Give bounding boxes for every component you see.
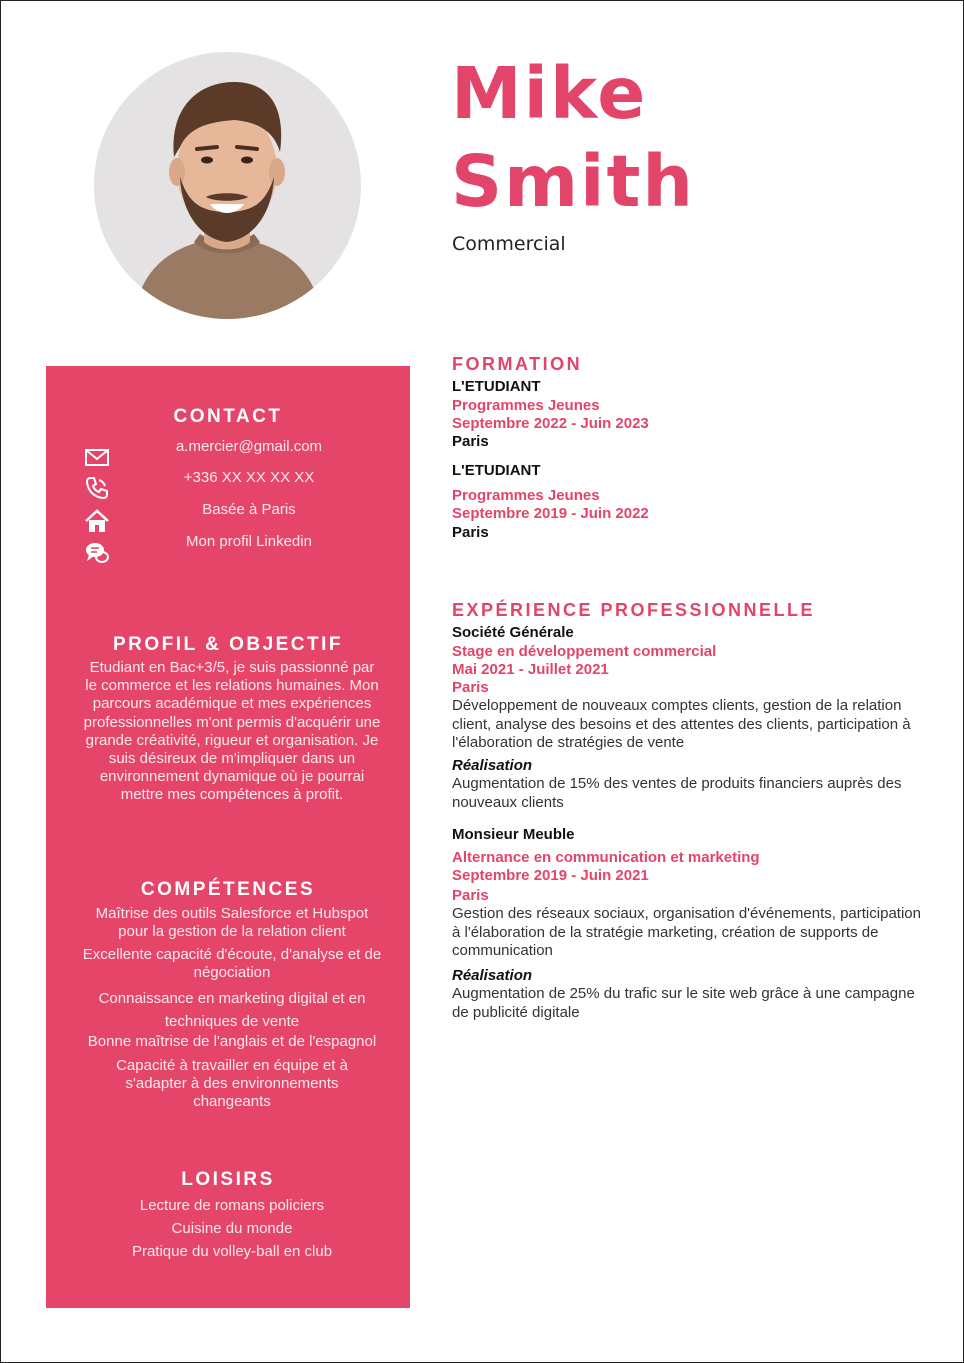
- contact-email[interactable]: a.mercier@gmail.com: [175, 438, 323, 455]
- job-title: Commercial: [452, 233, 566, 255]
- experience-dates: Mai 2021 - Juillet 2021: [452, 661, 609, 678]
- experience-description: Développement de nouveaux comptes clients, gestion de la relation client, analyse des besoins et des attentes des clients, participation à l'élaboration de stratégies de vente: [452, 697, 911, 751]
- first-name: Mike: [451, 52, 648, 135]
- contact-phone[interactable]: +336 XX XX XX XX: [183, 469, 315, 486]
- home-icon: [84, 508, 110, 534]
- education-dates: Septembre 2022 - Juin 2023: [452, 415, 649, 432]
- portrait-image: [94, 52, 361, 319]
- experience-heading: EXPÉRIENCE PROFESSIONNELLE: [452, 600, 816, 620]
- skill-item: Excellente capacité d'écoute, d'analyse et de négociation: [82, 946, 382, 982]
- achievement-label: Réalisation: [452, 967, 533, 984]
- chat-icon: [84, 540, 110, 566]
- achievement-label: Réalisation: [452, 757, 533, 774]
- profile-photo: [94, 52, 361, 319]
- experience-role: Alternance en communication et marketing: [452, 849, 760, 866]
- sidebar: [46, 366, 410, 1308]
- contact-heading: CONTACT: [173, 406, 283, 427]
- experience-dates: Septembre 2019 - Juin 2021: [452, 867, 649, 884]
- education-city: Paris: [452, 433, 489, 450]
- education-program: Programmes Jeunes: [452, 487, 600, 504]
- contact-location: Basée à Paris: [202, 501, 296, 518]
- experience-achievement: Augmentation de 15% des ventes de produits financiers auprès des nouveaux clients: [452, 775, 902, 811]
- skill-item: Maîtrise des outils Salesforce et Hubspot pour la gestion de la relation client: [95, 905, 369, 941]
- skill-item: Capacité à travailler en équipe et à s'adapter à des environnements changeants: [116, 1057, 348, 1111]
- hobby-item: Lecture de romans policiers: [139, 1197, 325, 1214]
- experience-company: Société Générale: [452, 624, 574, 641]
- education-dates: Septembre 2019 - Juin 2022: [452, 505, 649, 522]
- experience-achievement: Augmentation de 25% du trafic sur le site web grâce à une campagne de publicité digitale: [452, 985, 915, 1021]
- skills-heading: COMPÉTENCES: [140, 879, 316, 900]
- experience-company: Monsieur Meuble: [452, 826, 575, 843]
- experience-description: Gestion des réseaux sociaux, organisation d'événements, participation à l'élaboration de la stratégie marketing, création de supports de communication: [452, 905, 921, 959]
- experience-role: Stage en développement commercial: [452, 643, 717, 660]
- hobby-item: Pratique du volley-ball en club: [131, 1243, 333, 1260]
- experience-city: Paris: [452, 679, 489, 696]
- last-name: Smith: [451, 140, 695, 223]
- education-heading: FORMATION: [452, 354, 583, 374]
- hobbies-heading: LOISIRS: [181, 1169, 275, 1190]
- hobby-item: Cuisine du monde: [171, 1220, 293, 1237]
- profile-text: Etudiant en Bac+3/5, je suis passionné par le commerce et les relations humaines. Mon parcours académique et mes expériences professionnelles m'ont permis d'acquérir une grande créativité, rigueur et organisation. Je suis désireux de m'impliquer dans un environnement dynamique où je pourrai mettre mes compétences à profit.: [83, 659, 381, 804]
- contact-linkedin[interactable]: Mon profil Linkedin: [186, 533, 312, 550]
- education-city: Paris: [452, 524, 489, 541]
- candidate-name: [451, 50, 695, 226]
- phone-icon: [84, 475, 110, 501]
- mail-icon: [84, 444, 110, 470]
- skill-item: Connaissance en marketing digital et en techniques de vente: [98, 990, 366, 1030]
- education-program: Programmes Jeunes: [452, 397, 600, 414]
- skill-item: Bonne maîtrise de l'anglais et de l'espagnol: [87, 1033, 377, 1050]
- education-school: L'ETUDIANT: [452, 462, 541, 479]
- education-school: L'ETUDIANT: [452, 378, 541, 395]
- profile-heading: PROFIL & OBJECTIF: [112, 634, 344, 655]
- experience-city: Paris: [452, 887, 489, 904]
